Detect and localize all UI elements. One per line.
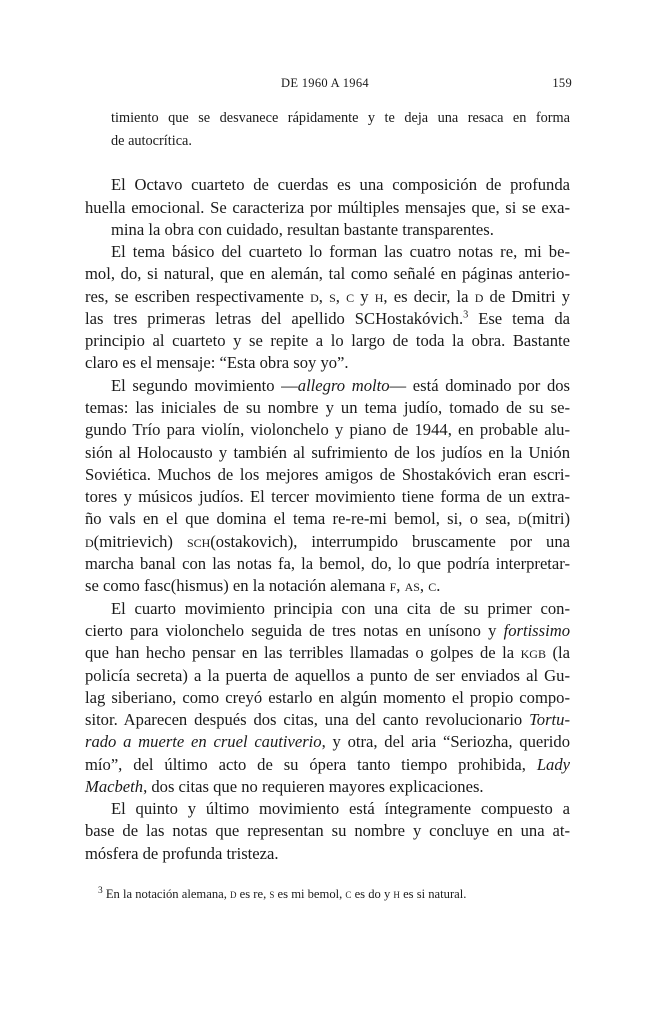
text-line: res, se escriben respectivamente d, s, c y h, es decir, la d de Dmitri y (85, 287, 571, 306)
text-line: principio al cuarteto y se repite a lo largo de toda la obra. Bastante (85, 331, 570, 350)
text-line: base de las notas que representan su nombre y concluye en una at- (85, 821, 570, 840)
text-line: lag siberiano, como creyó estarlo en algún momento el propio compo- (85, 688, 570, 707)
text-line: cierto para violonchelo seguida de tres notas en unísono y fortissimo (85, 621, 570, 640)
paragraph-first-line: El Octavo cuarteto de cuerdas es una composición de profunda (111, 175, 570, 194)
text-line: mósfera de profunda tristeza. (85, 844, 279, 863)
text-line: tores y músicos judíos. El tercer movimiento tiene forma de un extra- (85, 487, 570, 506)
footnote: $^3$ En la notación alemana, d es re, s es mi bemol, c es do y h es si natural. (98, 885, 467, 901)
running-header (0, 76, 650, 94)
footnote-mark: 3 (98, 885, 103, 896)
text-line: huella emocional. Se caracteriza por múltiples mensajes que, si se exa- (85, 198, 570, 217)
text-line: rado a muerte en cruel cautiverio, y otra, del aria “Seriozha, querido (85, 732, 570, 751)
text-line: temas: las iniciales de su nombre y un tema judío, tomado de su se- (85, 398, 570, 417)
text-line: que han hecho pensar en las terribles llamadas o golpes de la kgb (la (85, 643, 570, 662)
text-line: las tres primeras letras del apellido SCHostakóvich.$^3$ Ese tema da (85, 309, 570, 328)
text-line: claro es el mensaje: “Esta obra soy yo”. (85, 353, 349, 372)
paragraph-first-line: El quinto y último movimiento está íntegramente compuesto a (111, 799, 570, 818)
text-line: gundo Trío para violín, violonchelo y piano de 1944, en probable alu- (85, 420, 570, 439)
text-line: mío”, del último acto de su ópera tanto tiempo prohibida, Lady (85, 755, 570, 774)
text-line: timiento que se desvanece rápidamente y te deja una resaca en forma (111, 110, 570, 126)
text-line: Soviética. Muchos de los mejores amigos de Shostakóvich eran escri- (85, 465, 570, 484)
running-title: DE 1960 A 1964 (281, 76, 369, 90)
text-line: Macbeth, dos citas que no requieren mayores explicaciones. (85, 777, 484, 796)
paragraph-first-line: El segundo movimiento —allegro molto— está dominado por dos (111, 376, 571, 395)
text-line: policía secreta) a la puerta de aquellos a punto de ser enviados al Gu- (85, 666, 570, 685)
text-line: mol, do, si natural, que en alemán, tal como señalé en páginas anterio- (85, 264, 570, 283)
text-line: sitor. Aparecen después dos citas, una del canto revolucionario Tortu- (85, 710, 570, 729)
footnote-reference: 3 (463, 309, 469, 321)
text-line: ño vals en el que domina el tema re-re-mi bemol, si, o sea, d(mitri) (85, 509, 570, 528)
paragraph-first-line: El tema básico del cuarteto lo forman las cuatro notas re, mi be- (111, 242, 570, 261)
text-line: marcha banal con las notas fa, la bemol, do, lo que podría interpretar- (85, 554, 570, 573)
text-line: d(mitrievich) sch(ostakovich), interrumpido bruscamente por una (85, 532, 570, 551)
text-line: se como fasc(hismus) en la notación alemana f, as, c. (85, 576, 441, 595)
page-number: 159 (552, 76, 572, 90)
text-line: mina la obra con cuidado, resultan bastante transparentes. (111, 220, 494, 239)
text-line: sión al Holocausto y también al sufrimiento de los judíos en la Unión (85, 443, 570, 462)
paragraph-first-line: El cuarto movimiento principia con una cita de su primer con- (111, 599, 570, 618)
text-line: de autocrítica. (111, 133, 192, 149)
